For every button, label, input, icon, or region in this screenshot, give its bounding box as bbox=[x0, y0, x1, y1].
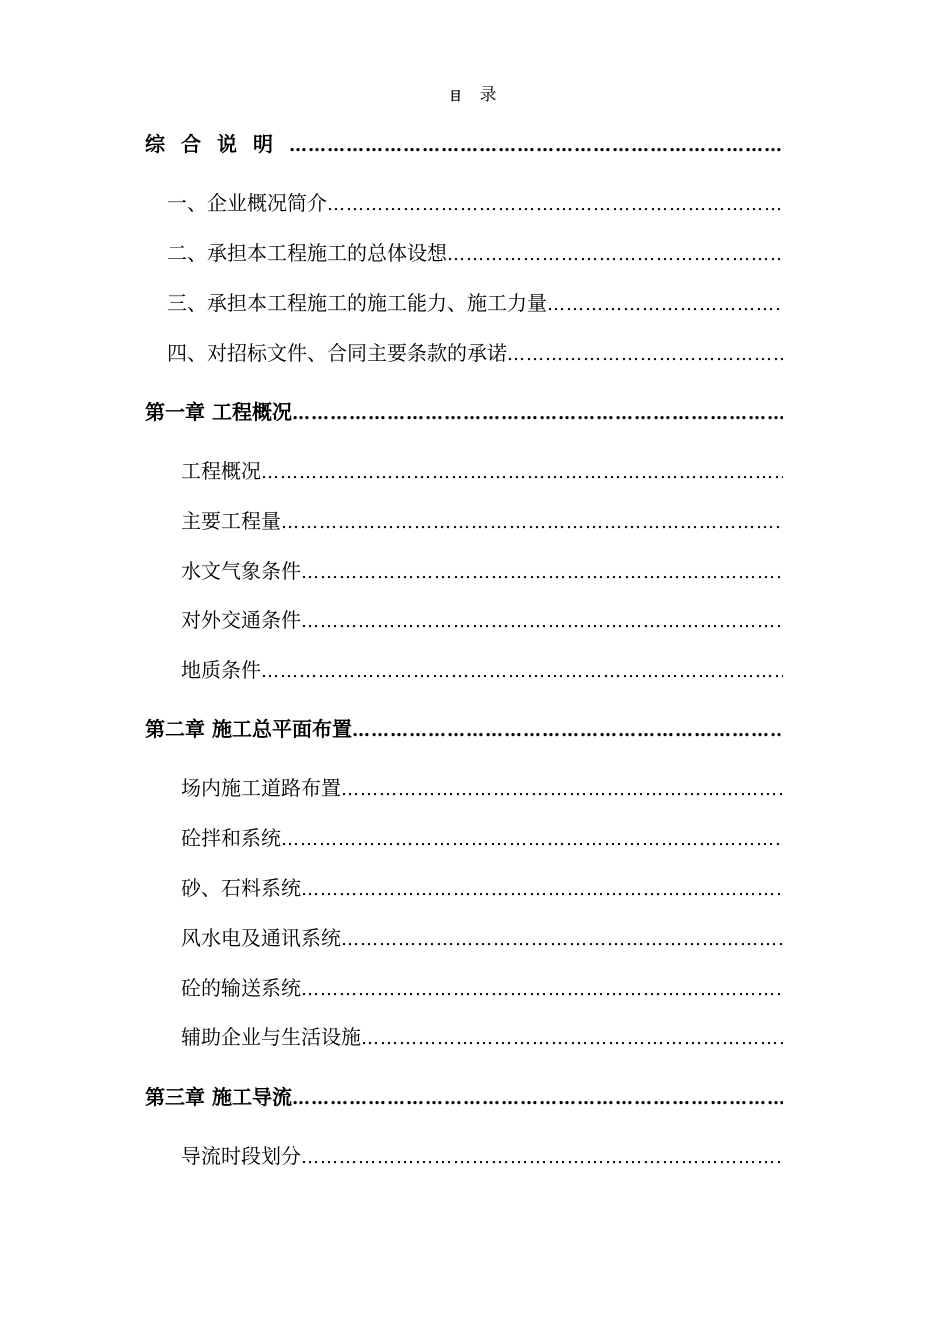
toc-leader bbox=[289, 135, 783, 156]
toc-leader bbox=[301, 1147, 783, 1168]
toc-entry-label: 砼拌和系统 bbox=[181, 826, 281, 850]
toc-entry-label: 第二章 施工总平面布置 bbox=[145, 717, 352, 741]
toc-entry-label: 场内施工道路布置 bbox=[181, 776, 341, 800]
toc-leader bbox=[292, 403, 783, 424]
toc-leader bbox=[301, 611, 783, 632]
toc-entry[interactable] bbox=[167, 237, 783, 266]
toc-entry[interactable] bbox=[181, 772, 783, 801]
toc-leader bbox=[327, 194, 783, 215]
toc-entry-label: 主要工程量 bbox=[181, 509, 281, 533]
toc-entry[interactable] bbox=[181, 1140, 783, 1169]
toc-leader bbox=[301, 562, 783, 583]
toc-entry[interactable] bbox=[181, 972, 783, 1001]
toc-entry-label: 工程概况 bbox=[181, 459, 261, 483]
toc-entry-label: 二、承担本工程施工的总体设想 bbox=[167, 241, 447, 265]
toc-entry[interactable] bbox=[145, 713, 783, 742]
toc-entry-label: 地质条件 bbox=[181, 658, 261, 682]
toc-leader bbox=[507, 344, 783, 365]
toc-entry[interactable] bbox=[181, 505, 783, 534]
toc-leader bbox=[281, 829, 783, 850]
title-part-1: 目 bbox=[449, 89, 466, 103]
toc-entry-label: 综合说明 bbox=[145, 132, 289, 156]
toc-entry[interactable] bbox=[167, 337, 783, 366]
toc-entry-label: 辅助企业与生活设施 bbox=[181, 1025, 361, 1049]
toc-entry-label: 导流时段划分 bbox=[181, 1144, 301, 1168]
toc-leader bbox=[341, 779, 783, 800]
toc-entry[interactable] bbox=[181, 455, 783, 484]
toc-entry[interactable] bbox=[145, 1081, 783, 1110]
toc-entry[interactable] bbox=[167, 287, 783, 316]
page-title bbox=[0, 80, 950, 105]
toc-entry-label: 对外交通条件 bbox=[181, 608, 301, 632]
title-part-2: 录 bbox=[479, 85, 501, 105]
toc-entry[interactable] bbox=[181, 1021, 783, 1050]
toc-entry[interactable] bbox=[181, 872, 783, 901]
toc-leader bbox=[261, 462, 783, 483]
toc-leader bbox=[301, 879, 783, 900]
toc-entry-label: 砼的输送系统 bbox=[181, 976, 301, 1000]
toc-entry[interactable] bbox=[181, 555, 783, 584]
toc-entry-label: 第三章 施工导流 bbox=[145, 1085, 292, 1109]
toc-leader bbox=[261, 661, 783, 682]
toc-entry[interactable] bbox=[145, 396, 783, 425]
toc-leader bbox=[292, 1088, 783, 1109]
toc-entry-label: 砂、石料系统 bbox=[181, 876, 301, 900]
toc-entry-label: 四、对招标文件、合同主要条款的承诺 bbox=[167, 341, 507, 365]
toc-entry[interactable] bbox=[181, 822, 783, 851]
toc-entry[interactable] bbox=[181, 922, 783, 951]
toc-leader bbox=[447, 244, 783, 265]
toc-entry[interactable] bbox=[181, 604, 783, 633]
toc-entry-label: 一、企业概况简介 bbox=[167, 191, 327, 215]
toc-entry-label: 三、承担本工程施工的施工能力、施工力量 bbox=[167, 291, 547, 315]
toc-leader bbox=[361, 1028, 783, 1049]
toc-leader bbox=[547, 294, 783, 315]
toc-leader bbox=[301, 979, 783, 1000]
toc-entry-label: 第一章 工程概况 bbox=[145, 400, 292, 424]
toc-entry[interactable] bbox=[145, 128, 783, 157]
toc-entry-label: 风水电及通讯系统 bbox=[181, 926, 341, 950]
toc-leader bbox=[352, 720, 783, 741]
toc-entry[interactable] bbox=[181, 654, 783, 683]
toc-entry-label: 水文气象条件 bbox=[181, 559, 301, 583]
toc-leader bbox=[281, 512, 783, 533]
toc-entry[interactable] bbox=[167, 187, 783, 216]
toc-leader bbox=[341, 929, 783, 950]
